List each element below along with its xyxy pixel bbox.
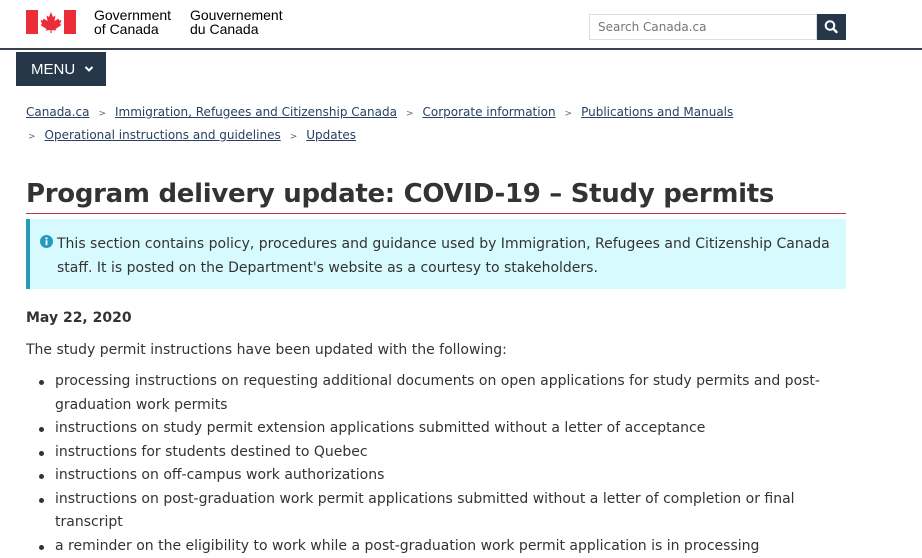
breadcrumb — [26, 102, 846, 148]
breadcrumb-separator: > — [28, 132, 36, 142]
signature-en-line2: of Canada — [94, 22, 171, 36]
breadcrumb-canada-ca[interactable]: Canada.ca — [26, 105, 89, 119]
bullet — [39, 474, 44, 479]
info-alert — [26, 219, 846, 289]
bullet — [39, 427, 44, 432]
bullet — [39, 498, 44, 503]
bullet — [39, 545, 44, 550]
signature-french[interactable] — [190, 8, 283, 36]
search-button[interactable] — [817, 14, 846, 40]
signature-en-line1: Government — [94, 8, 171, 22]
bullet — [39, 380, 44, 385]
breadcrumb-separator: > — [565, 109, 573, 119]
search-box — [589, 14, 817, 40]
search-icon — [817, 14, 846, 40]
canada-flag-icon[interactable] — [26, 10, 76, 34]
menu-button[interactable] — [16, 52, 106, 86]
breadcrumb-corporate-information[interactable]: Corporate information — [422, 105, 555, 119]
breadcrumb-operational-instructions[interactable]: Operational instructions and guidelines — [45, 128, 281, 142]
breadcrumb-ircc[interactable]: Immigration, Refugees and Citizenship Canada — [115, 105, 397, 119]
title-underline — [26, 213, 846, 214]
list-item — [26, 535, 866, 558]
list-item — [26, 417, 866, 441]
list-item — [26, 441, 866, 465]
page-title: Program delivery update: COVID-19 – Study permits — [26, 176, 774, 212]
update-date: May 22, 2020 — [26, 309, 132, 327]
list-item-text: a reminder on the eligibility to work while a post-graduation work permit application is in processing — [55, 538, 759, 554]
signature-fr-line1: Gouvernement — [190, 8, 283, 22]
list-item-text: instructions on study permit extension applications submitted without a letter of acceptance — [55, 420, 705, 436]
breadcrumb-publications-manuals[interactable]: Publications and Manuals — [581, 105, 733, 119]
breadcrumb-updates[interactable]: Updates — [306, 128, 356, 142]
list-item-text: instructions for students destined to Quebec — [55, 444, 368, 460]
site-header — [0, 0, 922, 50]
chevron-down-icon — [84, 64, 94, 74]
list-item-text: instructions on off-campus work authorizations — [55, 467, 384, 483]
breadcrumb-separator: > — [406, 109, 414, 119]
info-icon — [40, 235, 53, 248]
signature-english[interactable] — [94, 8, 171, 36]
breadcrumb-separator: > — [98, 109, 106, 119]
bullet — [39, 451, 44, 456]
list-item — [26, 370, 866, 417]
update-list — [26, 370, 866, 558]
list-item — [26, 488, 866, 535]
list-item-text: instructions on post-graduation work permit applications submitted without a letter of completion or final transcript — [55, 491, 795, 531]
breadcrumb-separator: > — [290, 132, 298, 142]
list-item — [26, 464, 866, 488]
menu-label: MENU — [31, 61, 75, 78]
intro-text: The study permit instructions have been updated with the following: — [26, 341, 507, 359]
signature-fr-line2: du Canada — [190, 22, 283, 36]
alert-text: This section contains policy, procedures and guidance used by Immigration, Refugees and Citizenship Canada staff. It is posted on the Department's website as a courtesy to stakeholders. — [57, 232, 847, 280]
list-item-text: processing instructions on requesting additional documents on open applications for study permits and post-graduation work permits — [55, 373, 820, 413]
search-input[interactable] — [590, 15, 826, 39]
